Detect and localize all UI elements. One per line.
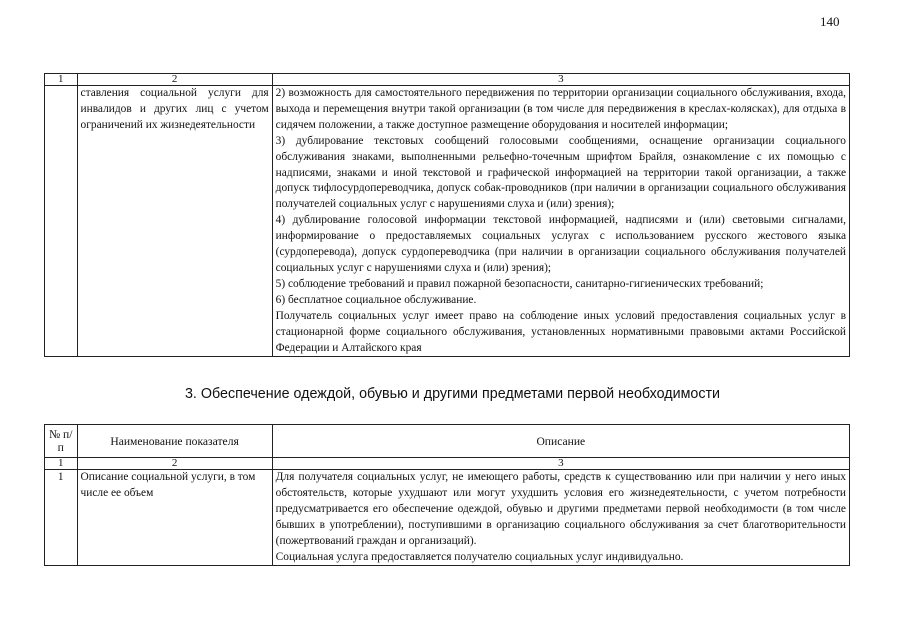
description-cell: [272, 470, 849, 566]
description-paragraph: 6) бесплатное социальное обслуживание.: [275, 293, 477, 306]
description-paragraph: 5) соблюдение требований и правил пожарной безопасности, санитарно-гигиенических требований;: [275, 277, 764, 290]
description-paragraph: Социальная услуга предоставляется получателю социальных услуг индивидуально.: [275, 550, 684, 563]
column-index-cell: 2: [77, 458, 272, 470]
column-index-row: [45, 74, 850, 86]
description-paragraph: Для получателя социальных услуг, не имеющего работы, средств к существованию или при наличии у него иных обстоятельств, которые ухудшают или могут ухудшить условия его жизнедеятельности, с учетом потребности предусматривается его обеспечение одеждой, обувью и другими предметами первой необходимости (в том числе бывших в употреблении), поступившими в организацию социального обслуживания за счет благотворительности (пожертвований граждан и организаций).: [275, 471, 846, 547]
clothing-provision-table: [44, 424, 850, 566]
indicator-name-cell: Описание социальной услуги, в том числе ее объем: [77, 470, 272, 566]
description-paragraph: 3) дублирование текстовых сообщений голосовыми сообщениями, оснащение организации социального обслуживания знаками, выполненными рельефно-точечным шрифтом Брайля, ознакомление с их помощью с надписями, знаками и иной текстовой и графической информацией на территории такой организации, а также допуск тифлосурдопереводчика, допуск собак-проводников (при наличии в организации социального обслуживания получателей социальных услуг с нарушениями слуха и (или) зрения);: [275, 134, 846, 211]
column-index-cell: 3: [272, 458, 849, 470]
column-index-row: [45, 458, 850, 470]
section-title: 3. Обеспечение одеждой, обувью и другими предметами первой необходимости: [184, 386, 721, 402]
column-index-cell: 2: [77, 74, 272, 86]
header-indicator-name: Наименование показателя: [77, 425, 272, 458]
row-number-cell: 1: [45, 470, 78, 566]
description-paragraph: 4) дублирование голосовой информации текстовой информацией, надписями и (или) световыми сигналами, информирование о предоставляемых социальных услугах с использованием русского жестового языка (сурдоперевода), допуск сурдопереводчика (при наличии в организации социального обслуживания получателей социальных услуг с нарушениями слуха и (или) зрения);: [275, 214, 846, 274]
description-paragraph: 2) возможность для самостоятельного передвижения по территории организации социального обслуживания, входа, выхода и перемещения внутри такой организации (в том числе для передвижения в креслах-колясках), для отдыха в сидячем положении, а также доступное размещение оборудования и носителей информации;: [275, 87, 846, 131]
header-description: Описание: [272, 425, 849, 458]
table-row: [45, 470, 850, 566]
page-number: 140: [820, 14, 840, 29]
table-header-row: [45, 425, 850, 458]
row-number-cell: [45, 86, 78, 357]
column-index-cell: 1: [45, 74, 78, 86]
table-row: [45, 86, 850, 357]
header-number: № п/п: [45, 425, 78, 458]
column-index-cell: 3: [272, 74, 849, 86]
description-cell: [272, 86, 849, 357]
column-index-cell: 1: [45, 458, 78, 470]
description-paragraph: Получатель социальных услуг имеет право на соблюдение иных условий предоставления социальных услуг в стационарной форме социального обслуживания, установленных нормативными правовыми актами Российской Федерации и Алтайского края: [275, 309, 846, 354]
indicator-name-cell: ставления социальной услуги для инвалидов и других лиц с учетом ограничений их жизнедеятельности: [77, 86, 272, 357]
services-table-continued: [44, 73, 850, 357]
